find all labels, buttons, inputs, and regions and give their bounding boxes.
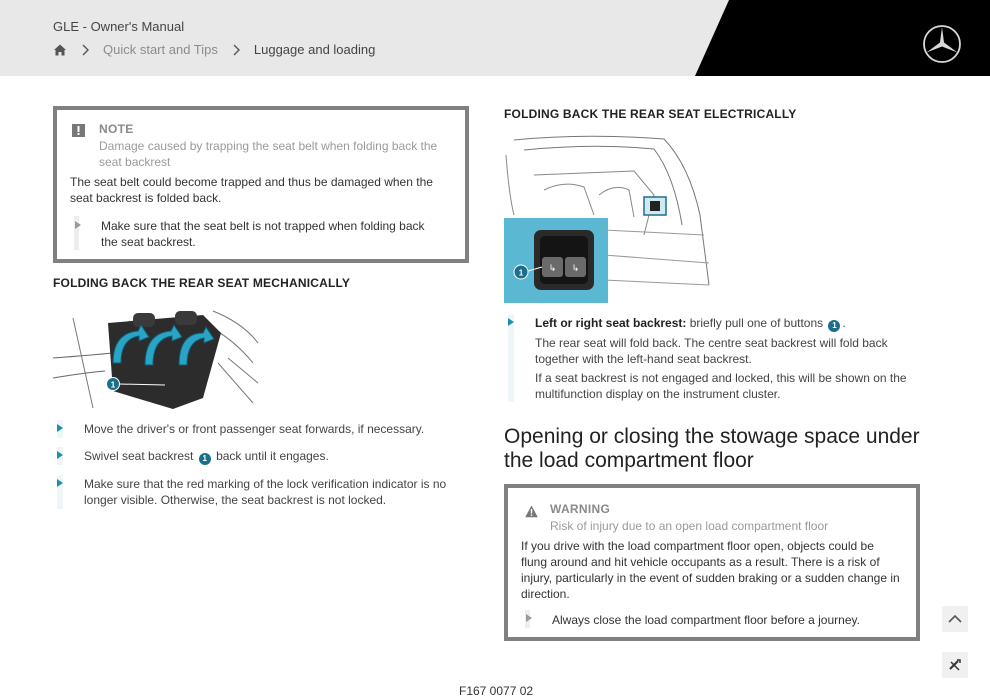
warning-title: WARNING [550, 502, 611, 516]
mechanical-step-2 [84, 448, 329, 465]
chevron-right-icon [232, 44, 240, 56]
rear-seat-mechanical-illustration [53, 303, 261, 411]
step-arrow-icon [526, 614, 532, 622]
chevron-right-icon [81, 44, 89, 56]
mechanical-step-3-line2: longer visible. Otherwise, the seat backrest is not locked. [84, 493, 387, 507]
electrical-result-1-line2: together with the left-hand seat backrest. [535, 352, 752, 366]
note-icon [72, 124, 85, 137]
mechanical-step-2-text-after: back until it engages. [216, 449, 329, 463]
note-step-line2: the seat backrest. [101, 235, 196, 249]
stowage-heading: Opening or closing the stowage space under the load compartment floor [504, 425, 920, 472]
electrical-result-2-line2: multifunction display on the instrument cluster. [535, 387, 781, 401]
warning-body-line4: direction. [521, 587, 570, 601]
warning-body-line2: flung around and hit vehicle occupants as a result. There is a risk of [521, 555, 880, 569]
mercedes-star-logo-icon[interactable] [922, 24, 962, 64]
scroll-to-top-button[interactable] [942, 606, 968, 632]
warning-body-line3: injury, particularly in the event of sudden braking or a sudden change in [521, 571, 900, 585]
manual-title: GLE - Owner's Manual [53, 19, 185, 34]
step-bar [508, 314, 514, 402]
wrench-icon [942, 652, 968, 678]
mechanical-step-3-line1: Make sure that the red marking of the lock verification indicator is no [84, 477, 447, 491]
rear-seat-electrical-illustration [504, 135, 711, 303]
step-arrow-icon [508, 318, 514, 326]
breadcrumb-current: Luggage and loading [253, 42, 376, 57]
note-box [53, 106, 469, 263]
image-reference-code: F167 0077 02 [459, 684, 534, 698]
note-title: NOTE [99, 122, 134, 136]
step-arrow-icon [57, 479, 63, 487]
breadcrumb [53, 42, 375, 57]
settings-toggle-button[interactable] [942, 652, 968, 678]
note-body-line1: The seat belt could become trapped and thus be damaged when the [70, 175, 433, 189]
callout-badge-icon: 1 [828, 320, 840, 332]
note-subtitle-line1: Damage caused by trapping the seat belt when folding back the [99, 139, 438, 153]
svg-text:↳: ↳ [571, 264, 580, 274]
warning-triangle-icon [525, 505, 538, 518]
warning-subtitle: Risk of injury due to an open load compartment floor [550, 519, 829, 533]
svg-text:↳: ↳ [548, 264, 557, 274]
note-body-line2: seat backrest is folded back. [70, 191, 222, 205]
warning-box [504, 484, 920, 641]
callout-badge-icon: 1 [199, 453, 211, 465]
step-arrow-icon [57, 424, 63, 432]
electrical-step [535, 315, 846, 332]
svg-text:1: 1 [518, 268, 524, 278]
electrical-result-2-line1: If a seat backrest is not engaged and locked, this will be shown on the [535, 371, 907, 385]
home-icon[interactable] [53, 43, 67, 57]
step-arrow-icon [75, 221, 81, 229]
chevron-up-icon [942, 606, 968, 632]
electrical-step-bold: Left or right seat backrest: [535, 316, 687, 330]
note-subtitle-line2: seat backrest [99, 155, 171, 169]
breadcrumb-link-quick-start[interactable]: Quick start and Tips [103, 42, 218, 57]
mechanical-step-2-text-before: Swivel seat backrest [84, 449, 194, 463]
warning-step: Always close the load compartment floor before a journey. [552, 613, 860, 627]
electrical-result-1-line1: The rear seat will fold back. The centre seat backrest will fold back [535, 336, 888, 350]
electrical-step-end: . [842, 316, 846, 330]
warning-body-line1: If you drive with the load compartment floor open, objects could be [521, 539, 874, 553]
electrical-heading: FOLDING BACK THE REAR SEAT ELECTRICALLY [504, 107, 797, 121]
mechanical-step-1: Move the driver's or front passenger seat forwards, if necessary. [84, 422, 425, 436]
electrical-step-rest: briefly pull one of buttons [689, 316, 824, 330]
mechanical-heading: FOLDING BACK THE REAR SEAT MECHANICALLY [53, 276, 351, 290]
step-arrow-icon [57, 451, 63, 459]
svg-text:1: 1 [110, 380, 116, 390]
note-step-line1: Make sure that the seat belt is not trapped when folding back [101, 219, 425, 233]
